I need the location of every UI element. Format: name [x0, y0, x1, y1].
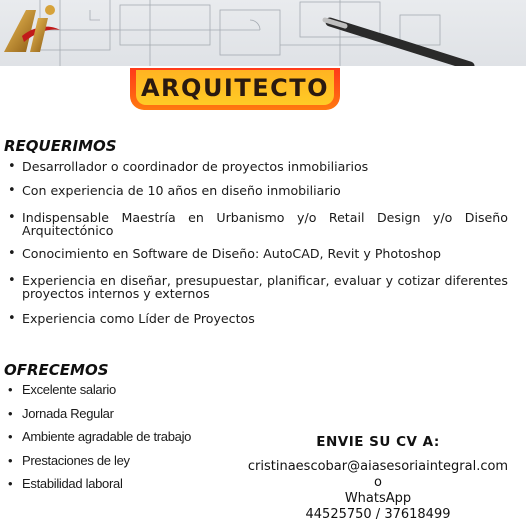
contact-heading: ENVIE SU CV A:	[316, 434, 440, 450]
requirement-item: • Conocimiento en Software de Diseño: AutoCAD, Revit y Photoshop	[8, 247, 508, 274]
requirement-item: • Con experiencia de 10 años en diseño inmobiliario	[8, 184, 508, 211]
offer-item: • Estabilidad laboral	[8, 475, 238, 499]
page-title: ARQUITECTO	[140, 73, 330, 102]
contact-separator: o	[374, 475, 382, 490]
offers-heading: OFRECEMOS	[4, 361, 109, 379]
offers-list	[8, 381, 238, 499]
contact-email: cristinaescobar@aiasesoriaintegral.com	[247, 459, 509, 474]
offer-item: • Prestaciones de ley	[8, 452, 238, 476]
requirement-item: • Indispensable Maestría en Urbanismo y/o Retail Design y/o Diseño Arquitectónico	[8, 211, 508, 247]
pen-icon	[325, 20, 470, 66]
title-banner-inner	[136, 70, 334, 105]
requirements-heading: REQUERIMOS	[4, 137, 117, 155]
offer-item: • Excelente salario	[8, 381, 238, 405]
requirement-item: • Experiencia como Líder de Proyectos	[8, 312, 508, 332]
offer-item: • Jornada Regular	[8, 405, 238, 429]
company-logo-icon	[0, 0, 64, 60]
requirements-list	[8, 160, 508, 332]
header-banner	[0, 0, 526, 66]
requirement-item: • Desarrollador o coordinador de proyectos inmobiliarios	[8, 160, 508, 184]
title-banner	[130, 68, 340, 110]
contact-block	[236, 434, 520, 523]
contact-channel: WhatsApp	[344, 491, 412, 506]
requirement-item: • Experiencia en diseñar, presupuestar, planificar, evaluar y cotizar diferentes proyectos internos y externos	[8, 274, 508, 312]
offer-item: • Ambiente agradable de trabajo	[8, 428, 238, 452]
blueprint-sketch-image	[0, 0, 526, 66]
contact-phones: 44525750 / 37618499	[305, 507, 451, 522]
